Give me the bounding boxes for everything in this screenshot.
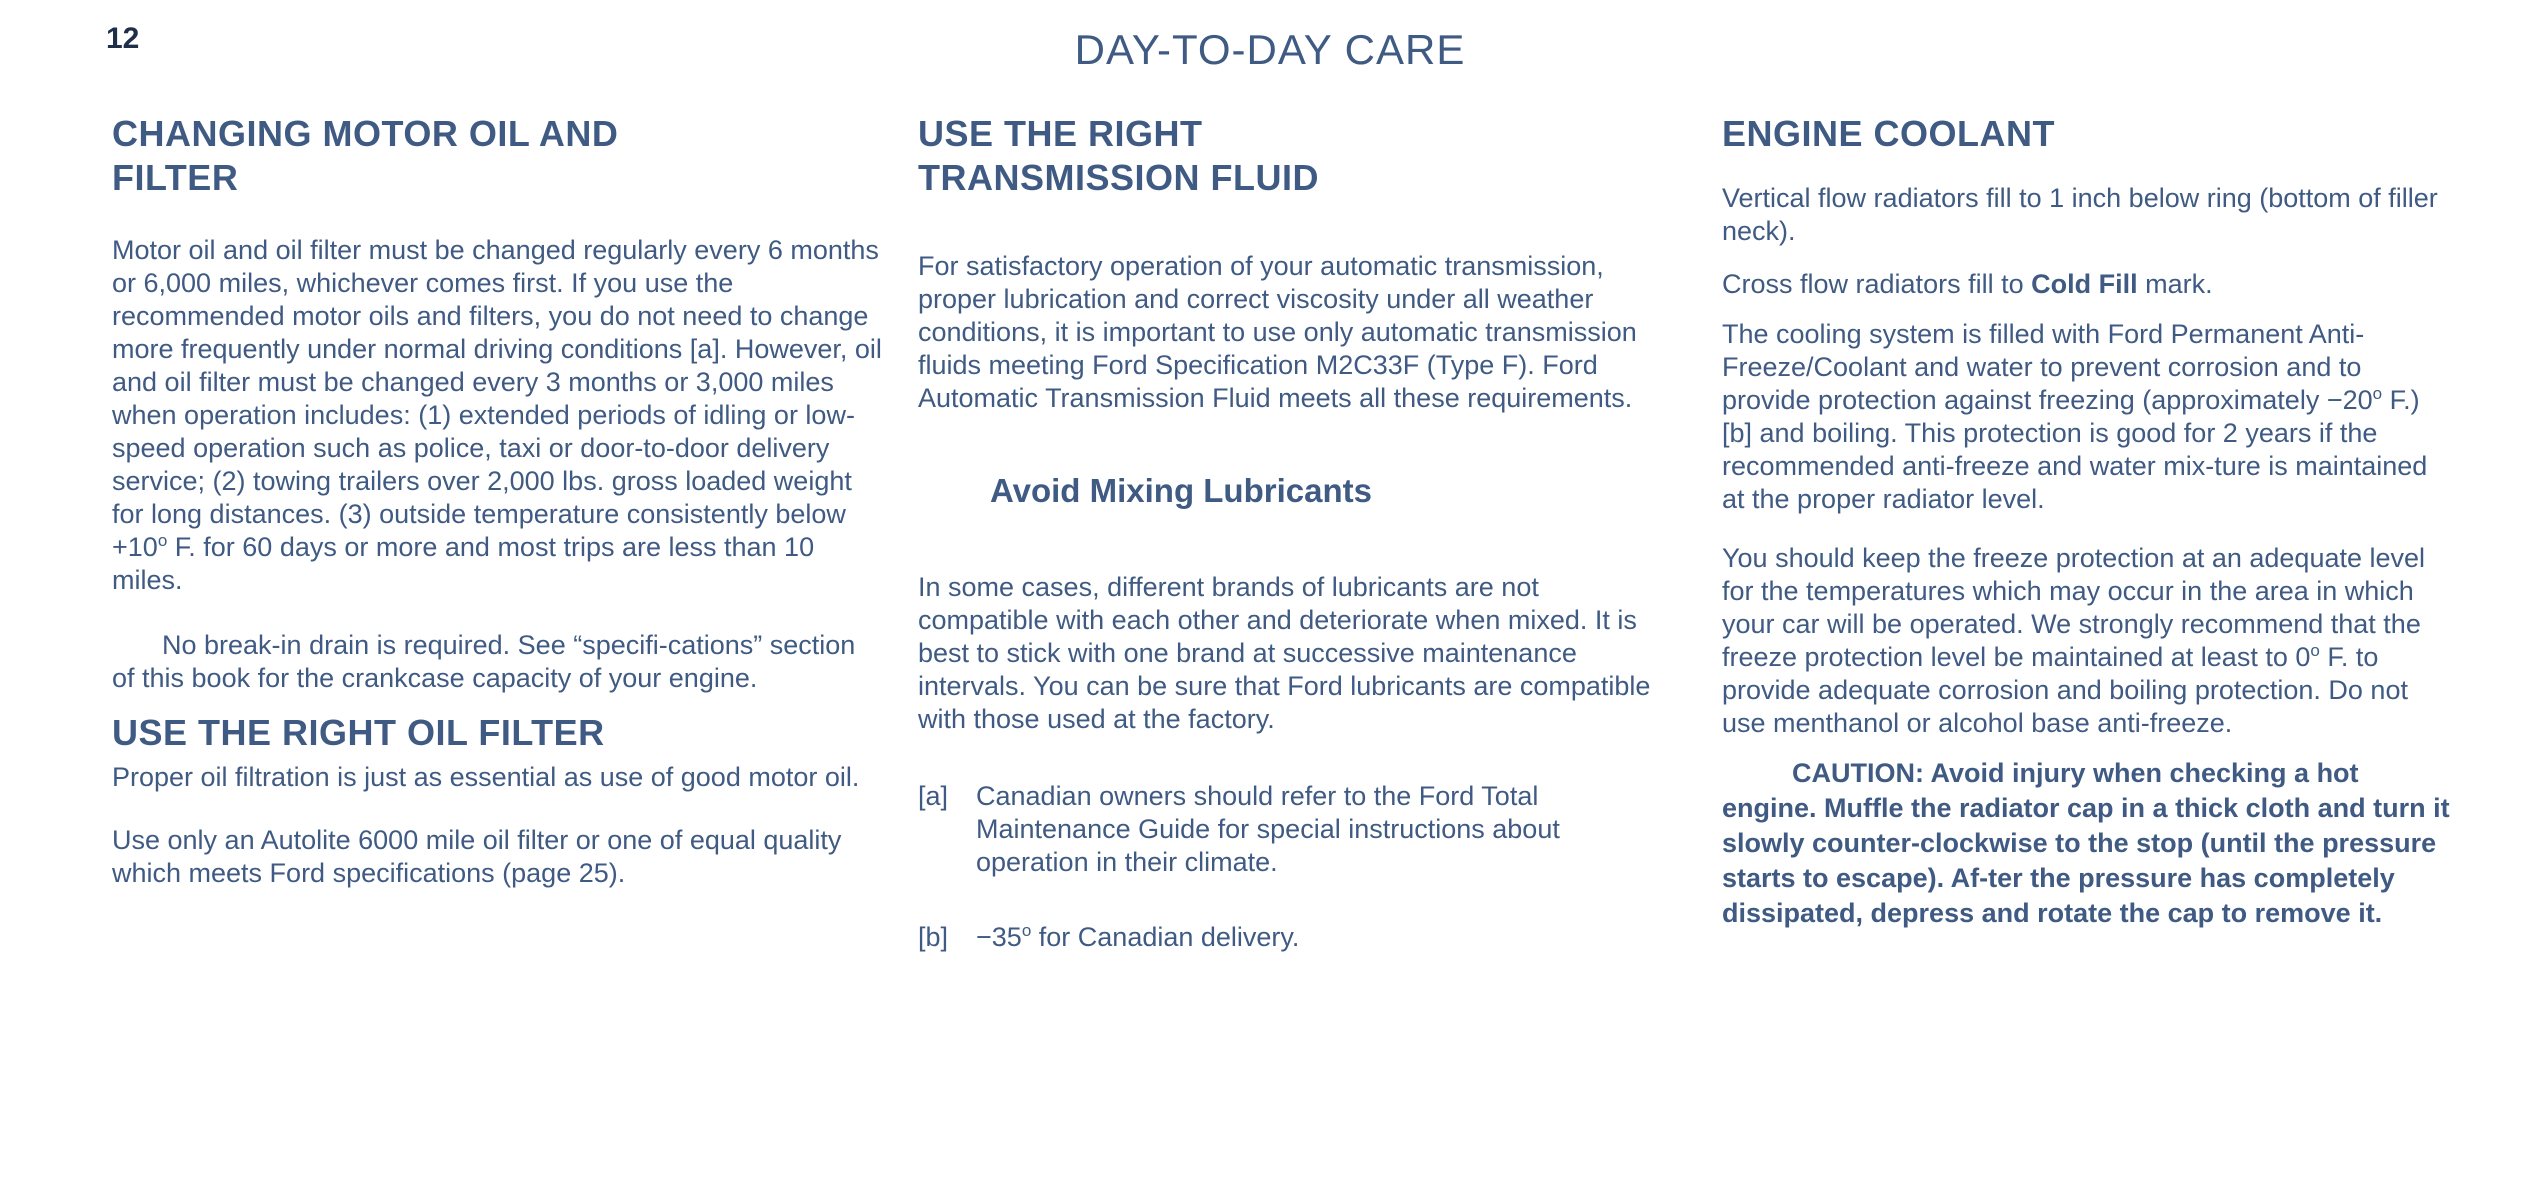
paragraph-oil-filtration: Proper oil filtration is just as essential as use of good motor oil. [112,762,860,792]
footnote-b-body [976,921,1299,954]
paragraph-oil-change-interval [112,234,882,597]
degree-symbol: o [157,531,168,550]
heading-engine-coolant: ENGINE COOLANT [1722,113,2056,154]
footnote-b [918,921,1658,954]
subheading-avoid-mixing: Avoid Mixing Lubricants [990,472,1372,509]
oil-change-text-end: F. for 60 days or more and most trips are less than 10 miles. [112,532,815,595]
oil-change-text: Motor oil and oil filter must be changed regularly every 6 months or 6,000 miles, whichever comes first. If you use the recommended motor oils and filters, you do not need to change more frequently under normal driving conditions [a]. However, oil and oil filter must be changed every 3 months or 3,000 miles when operation includes: (1) extended periods of idling or low-speed operation such as police, taxi or door-to-door delivery service; (2) towing trailers over 2,000 lbs. gross loaded weight for long distances. (3) outside temperature consistently below +10 [112,235,882,562]
degree-symbol: o [1021,921,1032,940]
heading-oil-filter: USE THE RIGHT OIL FILTER [112,712,605,753]
degree-symbol: o [2310,641,2320,660]
footnote-b-text: for Canadian delivery. [1031,922,1300,952]
paragraph-freeze-protection [1722,542,2452,740]
page-number: 12 [106,22,140,55]
footnote-b-temp: −35 [976,922,1022,952]
footnote-a-text: Canadian owners should refer to the Ford Total Maintenance Guide for special instructions about operation in their climate. [976,781,1560,877]
column-right [1722,112,2452,931]
paragraph-break-in: No break-in drain is required. See “specifi-cations” section of this book for the crankcase capacity of your engine. [112,630,856,693]
page-title: DAY-TO-DAY CARE [1074,26,1466,73]
paragraph-lubricant-compatibility: In some cases, different brands of lubricants are not compatible with each other and deteriorate when mixed. It is best to stick with one brand at successive maintenance intervals. You can be sure that Ford lubricants are compatible with those used at the factory. [918,572,1651,734]
footnote-a [918,780,1658,879]
cooling-system-text-end: F.) [b] and boiling. This protection is good for 2 years if the recommended anti-freeze and water mix-ture is maintained at the proper radiator level. [1722,385,2428,514]
paragraph-cooling-system [1722,318,2452,516]
heading-transmission-fluid: USE THE RIGHT TRANSMISSION FLUID [918,113,1319,198]
paragraph-vertical-flow: Vertical flow radiators fill to 1 inch below ring (bottom of filler neck). [1722,183,2438,246]
cross-flow-text: Cross flow radiators fill to [1722,269,2032,299]
heading-changing-motor-oil: CHANGING MOTOR OIL AND FILTER [112,113,619,198]
degree-symbol: o [2372,384,2383,403]
freeze-protection-text-end: F. to provide adequate corrosion and boiling protection. Do not use menthanol or alcohol base anti-freeze. [1722,642,2408,738]
paragraph-autolite-filter: Use only an Autolite 6000 mile oil filter or one of equal quality which meets Ford specifications (page 25). [112,825,842,888]
footnote-a-key: [a] [918,781,949,811]
caution-notice [1722,756,2452,931]
column-left [112,112,882,890]
column-middle [918,112,1658,954]
paragraph-cross-flow [1722,268,2452,301]
paragraph-transmission-lubrication: For satisfactory operation of your automatic transmission, proper lubrication and correct viscosity under all weather conditions, it is important to use only automatic transmission fluids meeting Ford Specification M2C33F (Type F). Ford Automatic Transmission Fluid meets all these requirements. [918,251,1637,413]
cold-fill-label: Cold Fill [2031,269,2138,299]
cooling-system-text: The cooling system is filled with Ford Permanent Anti-Freeze/Coolant and water to prevent corrosion and to provide protection against freezing (approximately −20 [1722,319,2373,415]
footnote-b-key: [b] [918,922,949,952]
caution-text: Avoid injury when checking a hot engine. Muffle the radiator cap in a thick cloth and turn it slowly counter-clockwise to the stop (until the pressure starts to escape). Af-ter the pressure has completely dissipated, depress and rotate the cap to remove it. [1722,758,2450,928]
cross-flow-text-end: mark. [2137,269,2213,299]
caution-label: CAUTION: [1792,758,1924,788]
freeze-protection-text: You should keep the freeze protection at an adequate level for the temperatures which may occur in the area in which your car will be operated. We strongly recommend that the freeze protection level be maintained at least to 0 [1722,543,2426,672]
